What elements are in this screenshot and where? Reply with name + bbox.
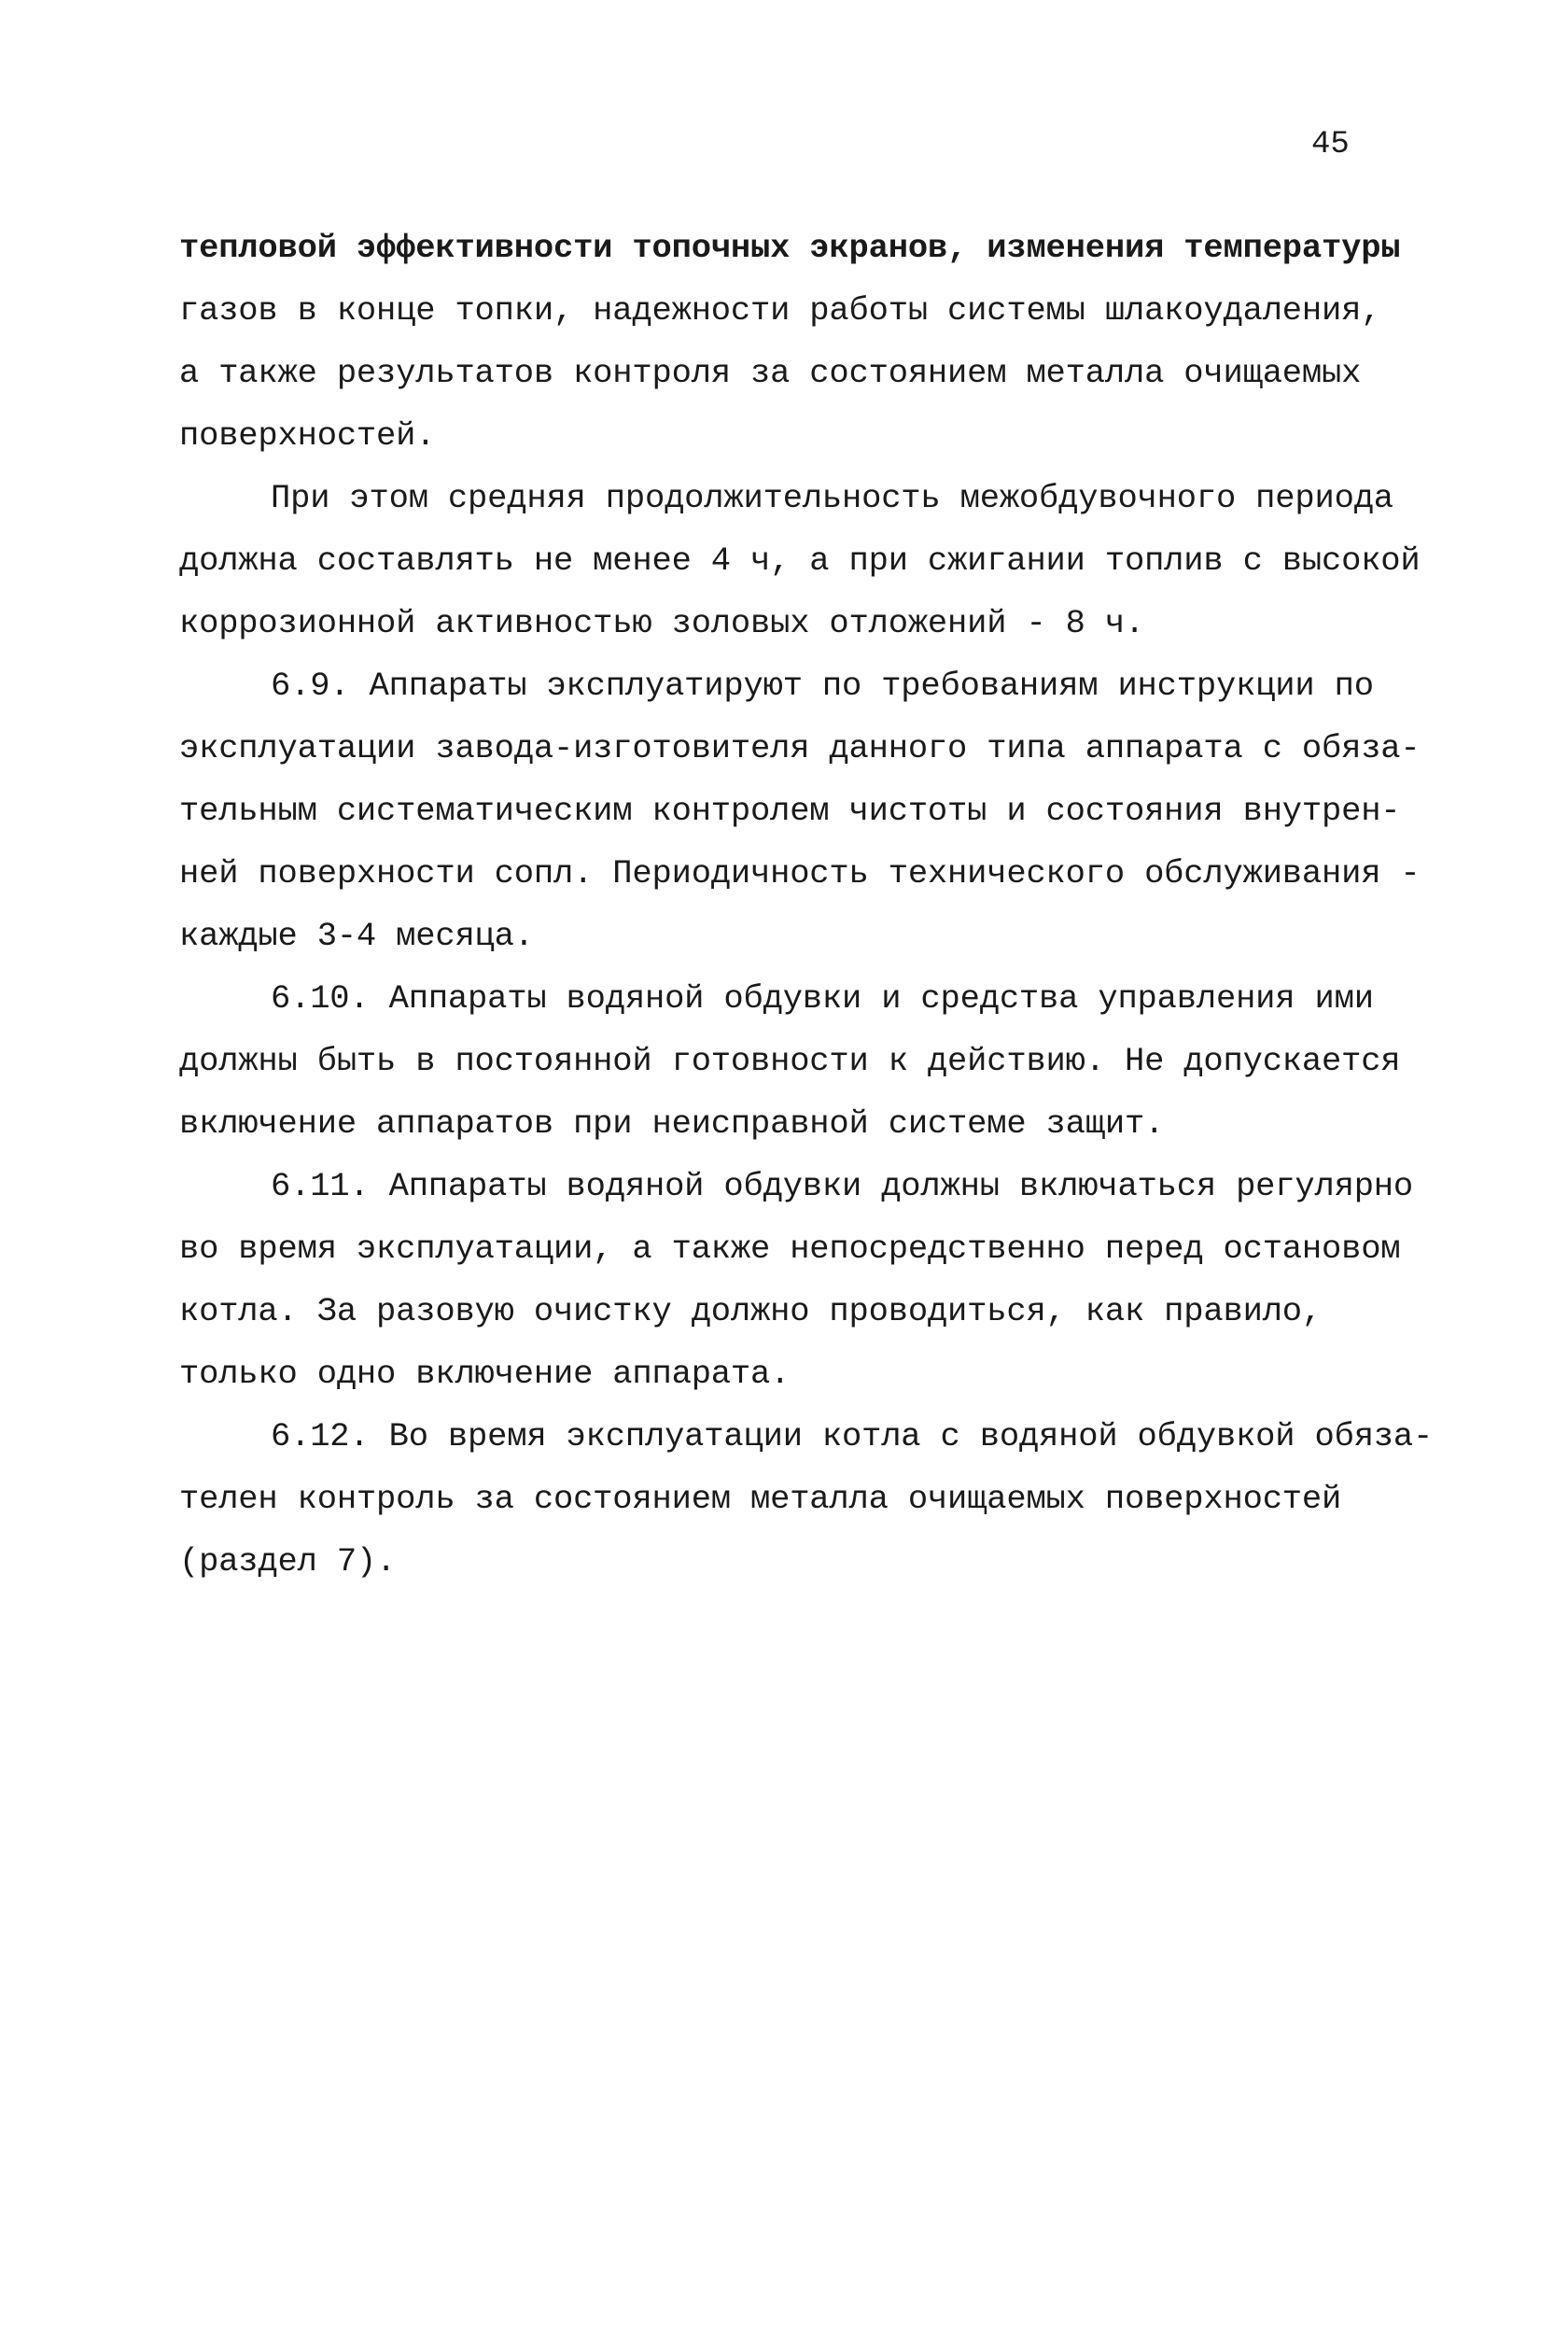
text-line: тельным систематическим контролем чистоты и состояния внутрен- xyxy=(179,792,1401,830)
document-body xyxy=(179,217,1434,1593)
text-line: тепловой эффективности топочных экранов, изменения температуры xyxy=(179,229,1401,267)
text-line: газов в конце топки, надежности работы системы шлакоудаления, xyxy=(179,291,1381,330)
text-line: только одно включение аппарата. xyxy=(179,1355,791,1393)
text-line: котла. За разовую очистку должно проводиться, как правило, xyxy=(179,1292,1323,1330)
paragraph-start-line: 6.11. Аппараты водяной обдувки должны включаться регулярно xyxy=(271,1167,1414,1205)
text-line: коррозионной активностью золовых отложений - 8 ч. xyxy=(179,604,1145,642)
text-line: телен контроль за состоянием металла очищаемых поверхностей xyxy=(179,1480,1342,1518)
text-line: ней поверхности сопл. Периодичность технического обслуживания - xyxy=(179,854,1421,892)
text-line: а также результатов контроля за состоянием металла очищаемых xyxy=(179,354,1362,392)
page-number: 45 xyxy=(1311,127,1350,162)
text-line: включение аппаратов при неисправной системе защит. xyxy=(179,1104,1165,1143)
paragraph-start-line: При этом средняя продолжительность межобдувочного периода xyxy=(271,479,1393,517)
text-line: поверхностей. xyxy=(179,416,436,455)
text-line: каждые 3-4 месяца. xyxy=(179,917,534,955)
text-line: эксплуатации завода-изготовителя данного типа аппарата с обяза- xyxy=(179,729,1421,767)
paragraph-start-line: 6.9. Аппараты эксплуатируют по требованиям инструкции по xyxy=(271,667,1374,705)
text-line: во время эксплуатации, а также непосредственно перед остановом xyxy=(179,1230,1401,1268)
text-line: (раздел 7). xyxy=(179,1542,397,1581)
text-line: должна составлять не менее 4 ч, а при сжигании топлив с высокой xyxy=(179,541,1421,580)
text-line: должны быть в постоянной готовности к действию. Не допускается xyxy=(179,1042,1401,1080)
paragraph-start-line: 6.12. Во время эксплуатации котла с водяной обдувкой обяза- xyxy=(271,1417,1434,1455)
paragraph-start-line: 6.10. Аппараты водяной обдувки и средства управления ими xyxy=(271,979,1374,1018)
